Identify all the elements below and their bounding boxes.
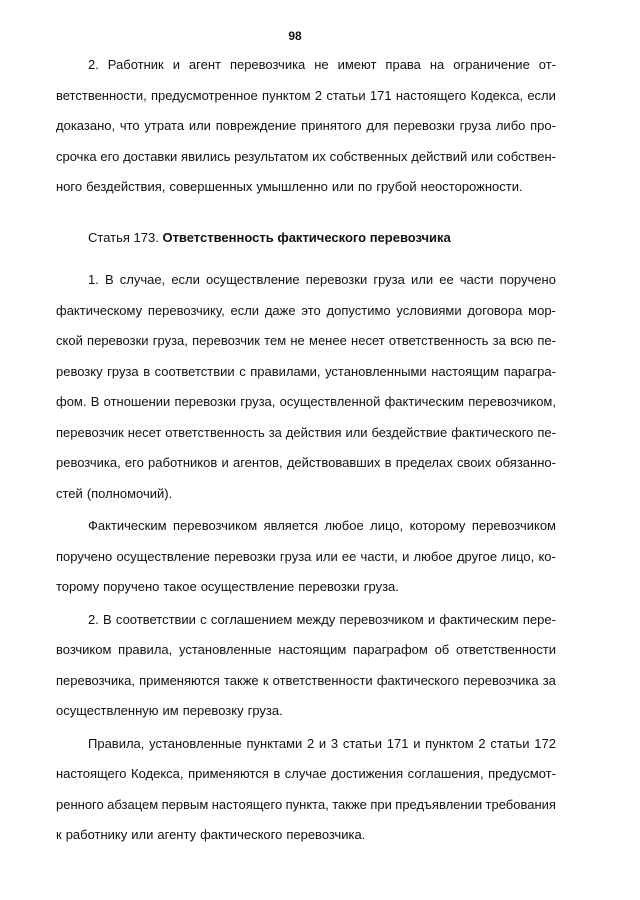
paragraph-line: ревозку груза в соответствии с правилами, установленными настоящим парагра- xyxy=(56,363,556,379)
paragraph-line: Фактическим перевозчиком является любое лицо, которому перевозчиком xyxy=(88,518,556,533)
paragraph-line: фом. В отношении перевозки груза, осуществленной фактическим перевозчиком, xyxy=(56,394,556,409)
paragraph-line: ренного абзацем первым настоящего пункта, также при предъявлении требования xyxy=(56,796,556,812)
paragraph-line: ской перевозки груза, перевозчик тем не менее несет ответственность за всю пе- xyxy=(56,333,556,348)
paragraph-line: доказано, что утрата или повреждение принятого для перевозки груза либо про- xyxy=(56,118,556,133)
paragraph-line: ревозчика, его работников и агентов, действовавших в пределах своих обязанно- xyxy=(56,455,556,470)
document-body xyxy=(56,50,556,853)
paragraph-line: торому поручено такое осуществление перевозки груза. xyxy=(56,579,399,594)
paragraph-line: фактическому перевозчику, если даже это допустимо условиями договора мор- xyxy=(56,302,556,318)
paragraph-line: 1. В случае, если осуществление перевозки груза или ее части поручено xyxy=(88,272,556,287)
article-heading xyxy=(56,223,556,254)
intro-section xyxy=(56,50,556,205)
paragraph-line: ветственности, предусмотренное пунктом 2 статьи 171 настоящего Кодекса, если xyxy=(56,87,556,103)
paragraph-line: 2. Работник и агент перевозчика не имеют права на ограничение от- xyxy=(88,57,556,72)
paragraph-line: стей (полномочий). xyxy=(56,485,173,501)
paragraph-line: 2. В соответствии с соглашением между перевозчиком и фактическим пере- xyxy=(88,611,556,627)
paragraph xyxy=(56,50,556,203)
paragraph xyxy=(56,511,556,603)
article-title: Ответственность фактического перевозчика xyxy=(162,229,451,245)
paragraph-line: возчиком правила, установленные настоящим параграфом об ответственности xyxy=(56,642,556,657)
paragraph-line: осуществленную им перевозку груза. xyxy=(56,703,283,718)
paragraph-line: срочка его доставки явились результатом их собственных действий или собствен- xyxy=(56,148,556,164)
paragraph-line: ного бездействия, совершенных умышленно или по грубой неосторожности. xyxy=(56,179,523,194)
page-number: 98 xyxy=(288,29,302,43)
paragraph-line: настоящего Кодекса, применяются в случае достижения соглашения, предусмот- xyxy=(56,766,556,781)
paragraph-line: перевозчик несет ответственность за действия или бездействие фактического пе- xyxy=(56,424,556,440)
paragraph-line: к работнику или агенту фактического перевозчика. xyxy=(56,827,366,842)
paragraph xyxy=(56,605,556,727)
article-body xyxy=(56,265,556,853)
paragraph-line: Правила, установленные пунктами 2 и 3 статьи 171 и пунктом 2 статьи 172 xyxy=(88,735,556,751)
paragraph xyxy=(56,265,556,509)
paragraph-line: перевозчика, применяются также к ответственности фактического перевозчика за xyxy=(56,672,556,688)
article-label: Статья 173. xyxy=(88,229,159,245)
paragraph-line: поручено осуществление перевозки груза или ее части, и любое другое лицо, ко- xyxy=(56,548,556,564)
paragraph xyxy=(56,729,556,851)
